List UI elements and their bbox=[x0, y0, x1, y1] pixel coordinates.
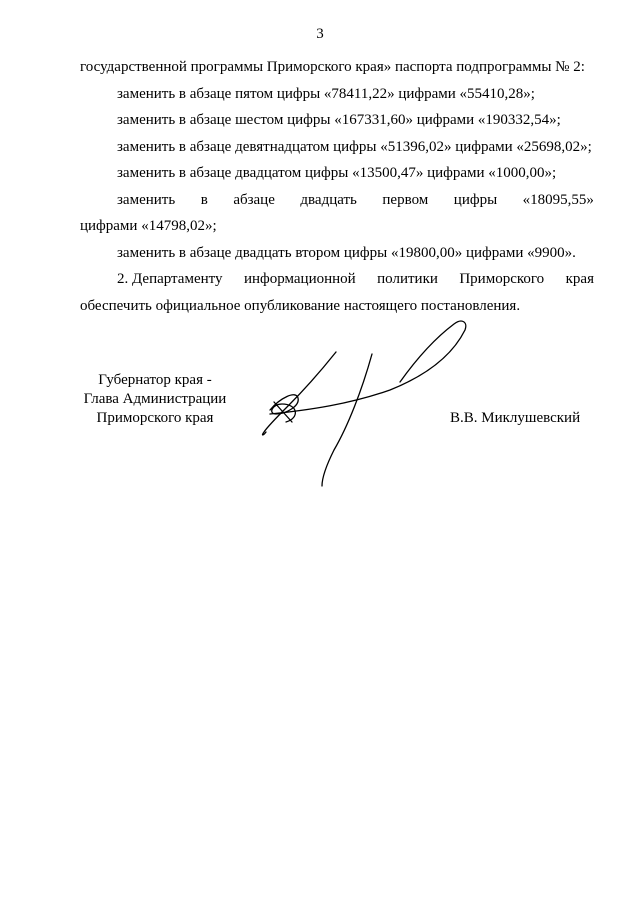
page-number: 3 bbox=[316, 26, 324, 42]
word: информационной bbox=[243, 271, 356, 287]
word: в bbox=[200, 191, 208, 208]
amendment-item-5-line-1 bbox=[80, 187, 594, 214]
signatory-name: В.В. Миклушевский bbox=[450, 410, 581, 426]
signatory-title-line-1: Губернатор края - bbox=[98, 372, 212, 388]
signature-stroke bbox=[263, 352, 336, 435]
word: абзаце bbox=[233, 191, 275, 208]
amendment-item-4: заменить в абзаце двадцатом цифры «13500,47» цифрами «1000,00»; bbox=[117, 165, 557, 181]
word: первом bbox=[382, 191, 429, 208]
word: заменить bbox=[117, 191, 176, 208]
amendment-item-2: заменить в абзаце шестом цифры «167331,60» цифрами «190332,54»; bbox=[117, 112, 561, 128]
amendment-item-3: заменить в абзаце девятнадцатом цифры «51396,02» цифрами «25698,02»; bbox=[117, 138, 592, 155]
paragraph-intro-line: государственной программы Приморского края» паспорта подпрограммы № 2: bbox=[80, 59, 585, 75]
word: «18095,55» bbox=[522, 191, 594, 208]
amendment-item-5-line-2: цифрами «14798,02»; bbox=[80, 218, 217, 234]
paragraph-2-line-2: обеспечить официальное опубликование настоящего постановления. bbox=[80, 297, 521, 314]
paragraph-2-line-1 bbox=[80, 266, 594, 293]
word: края bbox=[565, 271, 594, 287]
word: Приморского bbox=[459, 271, 545, 287]
signatory-title bbox=[70, 371, 240, 428]
handwritten-signature bbox=[250, 310, 480, 495]
signatory-title-line-2: Глава Администрации bbox=[83, 391, 227, 407]
word: политики bbox=[377, 271, 438, 287]
word: цифры bbox=[453, 191, 498, 208]
amendment-item-1: заменить в абзаце пятом цифры «78411,22» цифрами «55410,28»; bbox=[117, 85, 535, 102]
document-body bbox=[80, 54, 594, 319]
word: двадцать bbox=[300, 191, 357, 208]
amendment-item-6: заменить в абзаце двадцать втором цифры «19800,00» цифрами «9900». bbox=[117, 244, 576, 261]
signatory-title-line-3: Приморского края bbox=[96, 410, 214, 426]
signature-stroke bbox=[322, 354, 372, 486]
word: 2. Департаменту bbox=[117, 271, 223, 287]
signature-stroke bbox=[270, 395, 298, 422]
